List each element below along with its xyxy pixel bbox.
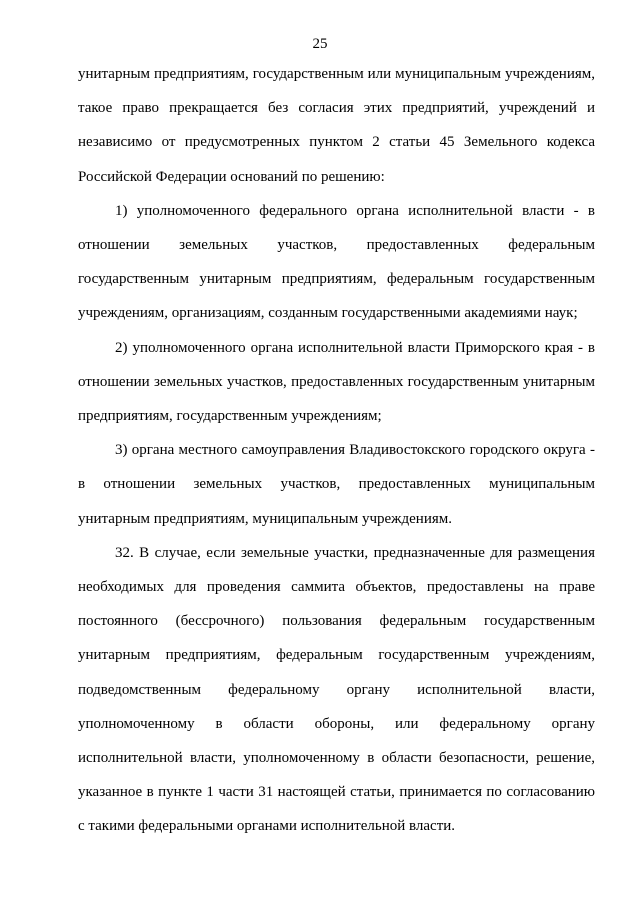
paragraph-32: 32. В случае, если земельные участки, предназначенные для размещения необходимых для проведения саммита объектов, предоставлены на праве постоянного (бессрочного) пользования федеральным государственным унитарным предприятиям, федеральным государственным учреждениям, подведомственным федеральному органу исполнительной власти, уполномоченному в области обороны, или федеральному органу исполнительной власти, уполномоченному в области безопасности, решение, указанное в пункте 1 части 31 настоящей статьи, принимается по согласованию с такими федеральными органами исполнительной власти. — [78, 544, 595, 835]
paragraph-item-3: 3) органа местного самоуправления Владивостокского городского округа - в отношении земельных участков, предоставленных муниципальным унитарным предприятиям, муниципальным учреждениям. — [78, 442, 595, 527]
paragraph-continuation: унитарным предприятиям, государственным или муниципальным учреждениям, такое право прекращается без согласия этих предприятий, учреждений и независимо от предусмотренных пунктом 2 статьи 45 Земельного кодекса Российской Федерации оснований по решению: — [78, 66, 595, 185]
page-number: 25 — [312, 36, 328, 52]
paragraph-item-2: 2) уполномоченного органа исполнительной власти Приморского края - в отношении земельных участков, предоставленных государственным унитарным предприятиям, государственным учреждениям; — [78, 339, 595, 425]
document-body — [78, 57, 595, 844]
paragraph-item-1: 1) уполномоченного федерального органа исполнительной власти - в отношении земельных участков, предоставленных федеральным государственным унитарным предприятиям, федеральным государственным учреждениям, организациям, созданным государственными академиями наук; — [78, 202, 595, 322]
